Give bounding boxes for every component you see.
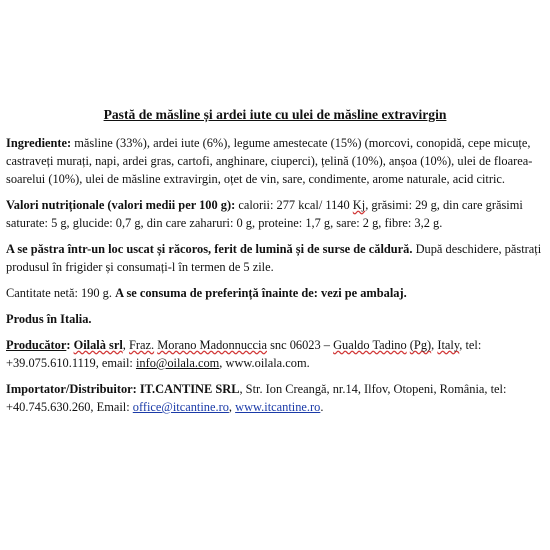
nutrition-kj-unit: Kj: [352, 198, 366, 212]
producer-tel: , tel: +39.075.610.1119, email:: [6, 338, 482, 370]
origin-text: Produs în Italia.: [6, 312, 92, 326]
producer-place: Morano Madonnuccia: [157, 338, 267, 352]
importer-email-link[interactable]: office@itcantine.ro: [132, 400, 229, 414]
producer-paragraph: [6, 336, 544, 372]
producer-web: , www.oilala.com.: [219, 356, 310, 370]
producer-frazione: Fraz.: [129, 338, 155, 352]
nutrition-paragraph: [6, 196, 544, 232]
storage-text: După deschidere, păstrați produsul în frigider și consumați-l în termen de 5 zile.: [6, 242, 542, 274]
producer-sep: ,: [122, 338, 129, 352]
best-before: A se consuma de preferință înainte de: vezi pe ambalaj.: [115, 286, 407, 300]
importer-address: , Str. Ion Creangă, nr.14, Ilfov, Otopeni, România, tel: +40.745.630.260, Email:: [6, 382, 507, 414]
ingredients-label: Ingrediente:: [6, 136, 72, 150]
producer-address: snc 06023 –: [267, 338, 334, 352]
importer-sep: ,: [228, 400, 236, 414]
producer-email: info@oilala.com: [135, 356, 220, 370]
storage-paragraph: [6, 240, 544, 276]
producer-sep-2: ,: [431, 338, 438, 352]
nutrition-label: Valori nutriționale (valori medii per 100 g):: [6, 198, 236, 212]
producer-company: Oilalà srl: [73, 338, 123, 352]
ingredients-paragraph: [6, 134, 544, 188]
importer-end: .: [320, 400, 324, 414]
producer-province: (Pg): [409, 338, 432, 352]
importer-paragraph: [6, 380, 544, 416]
importer-web-link[interactable]: www.itcantine.ro: [235, 400, 321, 414]
nutrition-text-2: , grăsimi: 29 g, din care grăsimi saturate: 5 g, glucide: 0,7 g, din care zaharuri: 0 g, proteine: 1,7 g, sare: 2 g, fibre: 3,2 g.: [6, 198, 523, 230]
product-label: [6, 106, 544, 424]
producer-town: Gualdo Tadino: [333, 338, 407, 352]
importer-label: Importator/Distribuitor: IT.CANTINE SRL: [6, 382, 240, 396]
nutrition-text-1: calorii: 277 kcal/ 1140: [235, 198, 353, 212]
quantity-paragraph: [6, 284, 544, 302]
storage-bold: A se păstra într-un loc uscat și răcoros, ferit de lumină și de surse de căldură.: [6, 242, 413, 256]
quantity-text: Cantitate netă: 190 g.: [6, 286, 116, 300]
producer-country: Italy: [437, 338, 460, 352]
product-title: Pastă de măsline și ardei iute cu ulei de măsline extravirgin: [103, 107, 447, 122]
ingredients-text: măsline (33%), ardei iute (6%), legume amestecate (15%) (morcovi, conopidă, cepe micuțe, castraveți murați, napi, ardei gras, cartofi, anghinare, ciuperci), țelină (10%), anșoa (10%), ulei de floarea-soarelui (10%), ulei de măsline extravirgin, oțet de vin, sare, condimente, arome naturale, acid citric.: [6, 136, 533, 186]
producer-colon: :: [66, 338, 74, 352]
producer-label: Producător: [6, 338, 67, 352]
